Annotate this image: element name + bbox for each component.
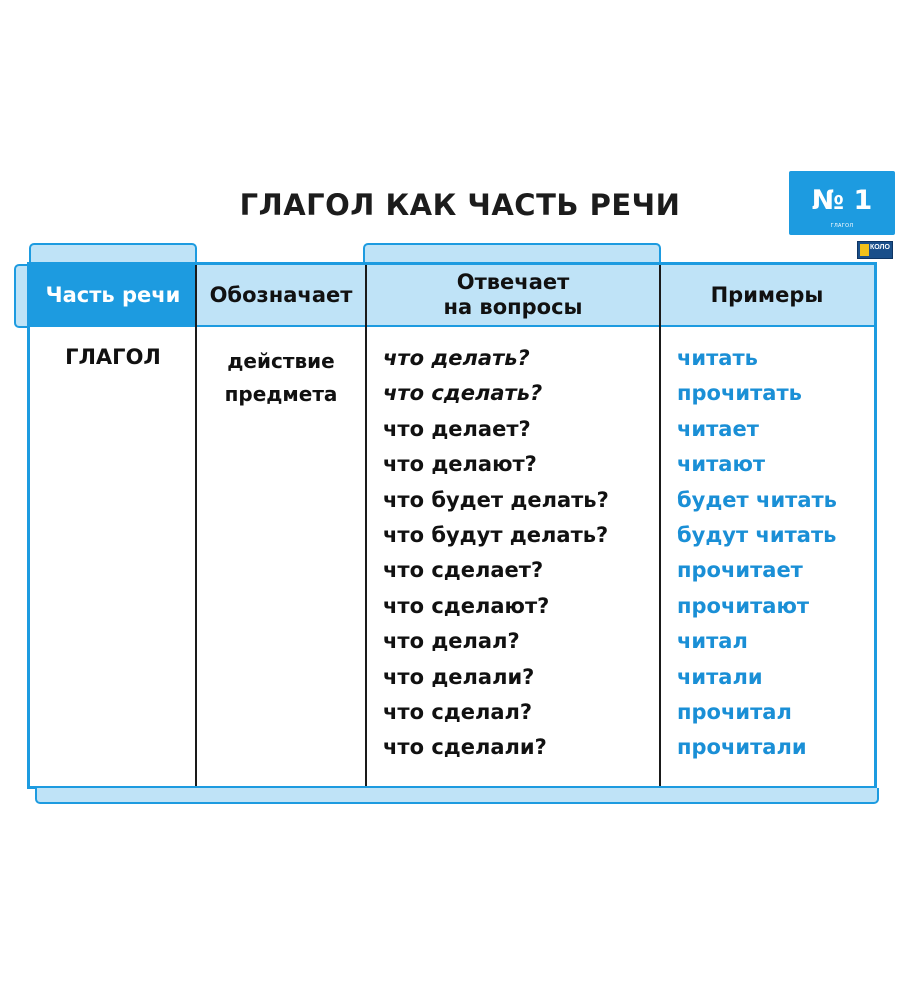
meaning-line2: предмета xyxy=(224,382,338,406)
example-item: будет читать xyxy=(677,487,837,512)
question-item: что делать? xyxy=(383,346,530,370)
question-item: что сделает? xyxy=(383,558,544,583)
number-badge xyxy=(789,171,895,235)
header-questions-line1: Отвечает xyxy=(456,270,570,294)
question-item: что сделал? xyxy=(383,699,533,724)
header-meaning: Обозначает xyxy=(196,265,366,325)
header-questions xyxy=(366,265,660,325)
question-item: что будут делать? xyxy=(383,522,609,547)
example-item: читать xyxy=(677,346,758,370)
meaning-cell xyxy=(196,345,366,411)
examples-list xyxy=(677,341,873,766)
question-item: что сделают? xyxy=(383,593,550,618)
badge-number: № 1 xyxy=(811,185,873,216)
column-divider-3 xyxy=(659,265,661,786)
logo-mark-icon xyxy=(860,244,869,256)
header-questions-line2: на вопросы xyxy=(443,295,583,319)
publisher-logo xyxy=(857,241,893,259)
question-item: что будет делать? xyxy=(383,487,609,512)
header-examples: Примеры xyxy=(660,265,874,325)
decorative-bottom-bar xyxy=(35,788,879,804)
example-item: читают xyxy=(677,452,766,477)
example-item: прочитают xyxy=(677,593,810,618)
example-item: читал xyxy=(677,629,748,654)
example-item: будут читать xyxy=(677,522,837,547)
page-title: ГЛАГОЛ КАК ЧАСТЬ РЕЧИ xyxy=(239,188,681,222)
example-item: прочитал xyxy=(677,699,792,724)
logo-text: КОЛО xyxy=(870,244,890,251)
example-item: читает xyxy=(677,416,759,441)
question-item: что делают? xyxy=(383,452,537,477)
question-item: что делал? xyxy=(383,629,520,654)
example-item: прочитает xyxy=(677,558,803,583)
question-item: что делали? xyxy=(383,664,535,689)
column-divider-1 xyxy=(195,265,197,786)
header-part-of-speech: Часть речи xyxy=(30,265,196,325)
question-item: что сделать? xyxy=(383,381,543,406)
badge-caption: ГЛАГОЛ xyxy=(830,223,854,229)
meaning-line1: действие xyxy=(227,349,335,373)
questions-list xyxy=(383,341,658,766)
part-of-speech-cell: ГЛАГОЛ xyxy=(65,345,161,369)
question-item: что сделали? xyxy=(383,735,547,760)
example-item: прочитали xyxy=(677,735,807,760)
example-item: читали xyxy=(677,664,763,689)
header-divider xyxy=(30,325,874,327)
example-item: прочитать xyxy=(677,381,802,406)
column-divider-2 xyxy=(365,265,367,786)
question-item: что делает? xyxy=(383,416,531,441)
